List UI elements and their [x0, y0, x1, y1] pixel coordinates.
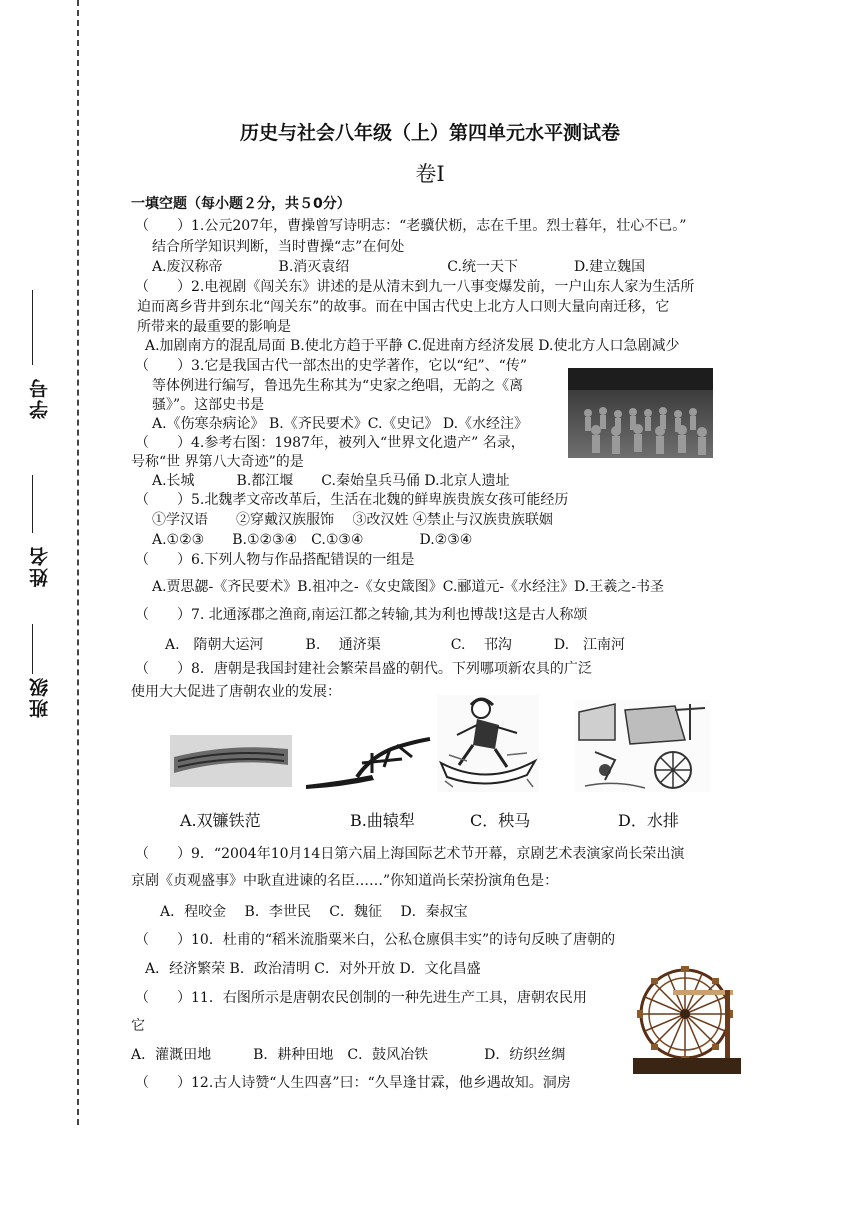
q3-options: A.《伤寒杂病论》 B.《齐民要术》C.《史记》 D.《水经注》	[152, 416, 529, 432]
q10-stem: （ ）10．杜甫的“稻米流脂粟米白，公私仓廪俱丰实”的诗句反映了唐朝的	[135, 932, 616, 948]
terracotta-warriors-image	[568, 368, 713, 458]
caption-c: C．秧马	[470, 811, 531, 830]
q4-stem: （ ）4.参考右图：1987年，被列入“世界文化遗产” 名录，	[135, 435, 525, 451]
class-label: 班级	[29, 676, 51, 718]
q7-stem: （ ）7. 北通涿郡之渔商,南运江都之转输,其为利也博哉!这是古人称颂	[135, 607, 588, 623]
q7-options: A. 隋朝大运河 B. 通济渠 C. 邗沟 D. 江南河	[165, 637, 626, 653]
q4-options: A.长城 B.都江堰 C.秦始皇兵马俑 D.北京人遗址	[152, 473, 510, 489]
q1-options: A.废汉称帝 B.消灭袁绍 C.统一天下 D.建立魏国	[152, 259, 646, 275]
caption-a: A.双镰铁范	[180, 811, 261, 830]
water-bellows-image	[575, 700, 710, 792]
section-heading: 一填空题（每小题２分，共５0分）	[131, 196, 351, 212]
q11-stem: （ ）11．右图所示是唐朝农民创制的一种先进生产工具，唐朝农民用	[135, 990, 587, 1006]
q3-stem: （ ）3.它是我国古代一部杰出的史学著作，它以“纪”、“传”	[135, 358, 527, 374]
student-id-field-line[interactable]	[32, 290, 33, 365]
q10-options: A．经济繁荣 B．政治清明 C．对外开放 D．文化昌盛	[145, 961, 481, 977]
q6-stem: （ ）6.下列人物与作品搭配错误的一组是	[135, 552, 415, 568]
q9-stem: （ ）9．“2004年10月14日第六届上海国际艺术节开幕，京剧艺术表演家尚长荣出演	[135, 846, 685, 862]
student-id-label: 学号	[29, 377, 51, 419]
seedling-horse-image	[437, 695, 539, 792]
name-field-line[interactable]	[32, 475, 33, 533]
q6-options: A.贾思勰-《齐民要术》B.祖冲之-《女史箴图》C.郦道元-《水经注》D.王羲之-书圣	[152, 579, 665, 595]
q2-stem-cont2: 所带来的最重要的影响是	[137, 319, 291, 335]
caption-d: D．水排	[618, 811, 679, 830]
double-sickle-mold-image	[170, 735, 292, 787]
q9-options: A．程咬金 B．李世民 C．魏征 D．秦叔宝	[160, 904, 468, 920]
caption-b: B.曲辕犁	[350, 811, 415, 830]
q12-stem: （ ）12.古人诗赞“人生四喜”曰：“久旱逢甘霖，他乡遇故知。洞房	[135, 1075, 571, 1091]
q1-stem-cont: 结合所学知识判断，当时曹操“志”在何处	[152, 239, 405, 255]
class-field-line[interactable]	[32, 624, 33, 674]
q2-stem-cont: 迫而离乡背井到东北“闯关东”的故事。而在中国古代史上北方人口则大量向南迁移，它	[137, 299, 670, 315]
q11-stem-cont: 它	[131, 1018, 145, 1034]
q5-stem: （ ）5.北魏孝文帝改革后，生活在北魏的鲜卑族贵族女孩可能经历	[135, 492, 569, 508]
q8-stem-cont: 使用大大促进了唐朝农业的发展：	[131, 684, 341, 700]
curved-plough-image	[302, 735, 434, 790]
q1-stem: （ ）1.公元207年，曹操曾写诗明志：“老骥伏枥，志在千里。烈士暮年，壮心不已。”	[135, 218, 687, 234]
page-subtitle: 卷Ⅰ	[415, 162, 445, 186]
q11-options: A．灌溉田地 B．耕种田地 C．鼓风冶铁 D．纺织丝绸	[131, 1047, 566, 1063]
q3-stem-cont2: 骚》”。这部史书是	[152, 397, 265, 413]
q8-stem: （ ）8．唐朝是我国封建社会繁荣昌盛的朝代。下列哪项新农具的广泛	[135, 661, 592, 677]
q2-stem: （ ）2.电视剧《闯关东》讲述的是从清末到九一八事变爆发前，一户山东人家为生活所	[135, 279, 695, 295]
q5-options: A.①②③ B.①②③④ C.①③④ D.②③④	[152, 532, 473, 548]
name-label: 姓名	[29, 545, 51, 587]
q3-stem-cont: 等体例进行编写，鲁迅先生称其为“史家之绝唱，无韵之《离	[152, 378, 524, 394]
q4-stem-cont: 号称“世 界第八大奇迹”的是	[131, 454, 304, 470]
q2-options: A.加剧南方的混乱局面 B.使北方趋于平静 C.促进南方经济发展 D.使北方人口急剧减少	[145, 338, 680, 354]
page-title: 历史与社会八年级（上）第四单元水平测试卷	[239, 122, 620, 144]
waterwheel-image	[633, 962, 741, 1074]
q5-items: ①学汉语 ②穿戴汉族服饰 ③改汉姓 ④禁止与汉族贵族联姻	[152, 512, 553, 528]
q9-stem-cont: 京剧《贞观盛事》中耿直进谏的名臣……”你知道尚长荣扮演角色是：	[131, 873, 559, 889]
